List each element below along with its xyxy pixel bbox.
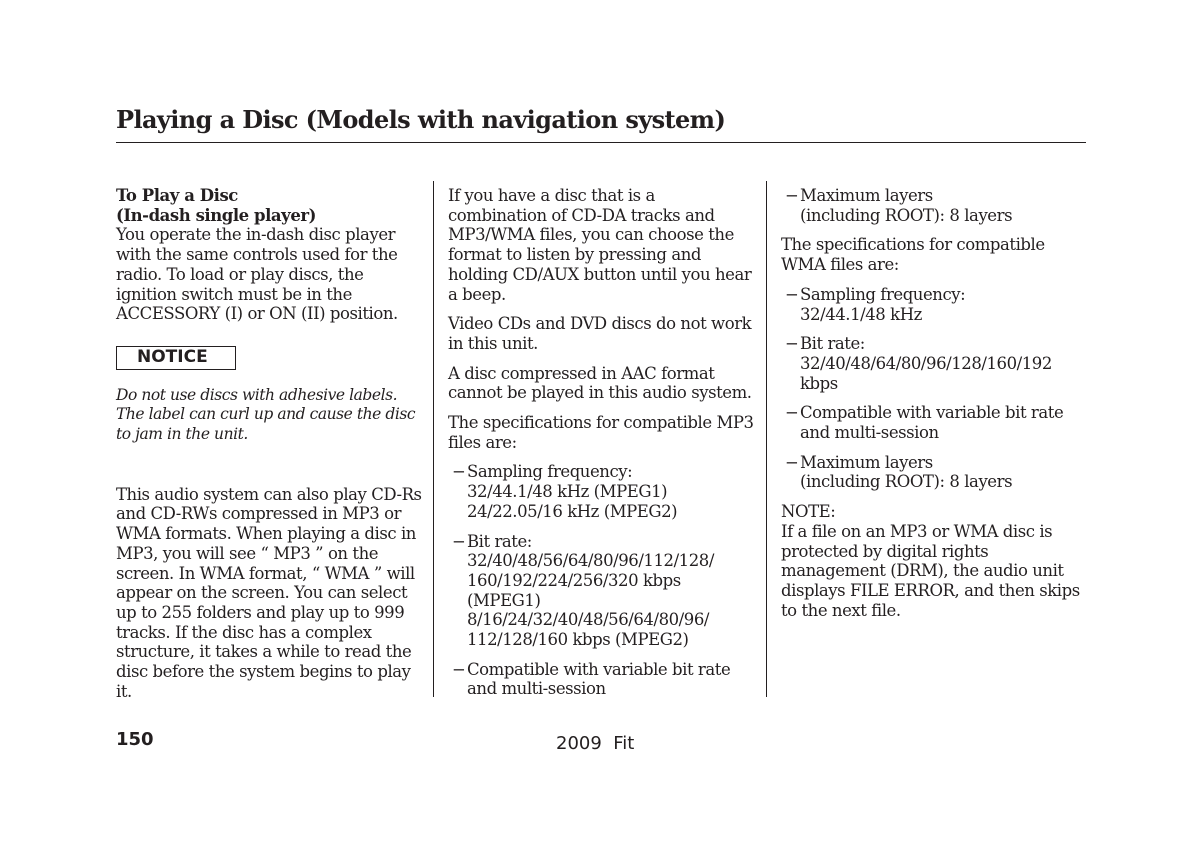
dash-bullet: − bbox=[452, 462, 466, 482]
paragraph-video-cd: Video CDs and DVD discs do not work in this unit. bbox=[448, 314, 752, 353]
column-1 bbox=[116, 186, 426, 701]
column-3 bbox=[781, 186, 1086, 620]
notice-label: NOTICE bbox=[116, 346, 236, 370]
list-item-line: (including ROOT): 8 layers bbox=[800, 205, 1013, 225]
dash-bullet: − bbox=[785, 452, 799, 472]
list-item bbox=[781, 186, 1086, 225]
dash-bullet: − bbox=[785, 284, 799, 304]
list-item-line: Bit rate: bbox=[800, 334, 865, 354]
list-item-line: Maximum layers bbox=[800, 186, 933, 205]
list-item-label: Bit rate: bbox=[467, 531, 532, 551]
column-divider-1 bbox=[433, 181, 434, 697]
list-item-line: Maximum layers bbox=[800, 452, 933, 472]
list-item bbox=[448, 532, 758, 650]
paragraph-mixed-disc: If you have a disc that is a combination of CD-DA tracks and MP3/WMA files, you can choose the format to listen by pressing and holding CD/AUX button until you hear a beep. bbox=[448, 186, 752, 304]
list-item-text: Compatible with variable bit rate and multi-session bbox=[467, 659, 731, 699]
list-item-text: Compatible with variable bit rate and multi-session bbox=[800, 403, 1064, 443]
section-heading: To Play a Disc bbox=[116, 186, 238, 205]
list-item bbox=[448, 462, 758, 521]
list-item bbox=[781, 334, 1086, 393]
list-item-label: Sampling frequency: bbox=[467, 462, 633, 482]
footer-model: 2009 Fit bbox=[556, 733, 635, 754]
mp3-paragraph: This audio system can also play CD-Rs and CD-RWs compressed in MP3 or WMA formats. When playing a disc in MP3, you will see “ MP3 ” on the screen. In WMA format, “ WMA ” will appear on the screen. You can select up to 255 folders and play up to 999 tracks. If the disc has a complex structure, it takes a while to read the disc before the system begins to play it. bbox=[116, 484, 422, 701]
paragraph-aac: A disc compressed in AAC format cannot be played in this audio system. bbox=[448, 363, 752, 403]
dash-bullet: − bbox=[785, 334, 799, 354]
title-rule bbox=[116, 142, 1086, 143]
page-title: Playing a Disc (Models with navigation system) bbox=[116, 105, 726, 134]
list-item bbox=[781, 403, 1086, 442]
list-item-line: 32/44.1/48 kHz bbox=[800, 304, 922, 324]
section-subheading: (In-dash single player) bbox=[116, 205, 316, 225]
note-label: NOTE: bbox=[781, 502, 836, 522]
list-item-line: 112/128/160 kbps (MPEG2) bbox=[467, 630, 689, 650]
paragraph-mp3-spec-intro: The specifications for compatible MP3 files are: bbox=[448, 413, 754, 452]
dash-bullet: − bbox=[785, 186, 799, 205]
list-item bbox=[448, 660, 758, 699]
dash-bullet: − bbox=[785, 403, 799, 423]
intro-paragraph: You operate the in-dash disc player with the same controls used for the radio. To load or play discs, the ignition switch must be in the ACCESSORY (I) or ON (II) position. bbox=[116, 225, 398, 324]
list-item-line: 8/16/24/32/40/48/56/64/80/96/ bbox=[467, 610, 709, 630]
list-item-line: kbps bbox=[800, 373, 838, 393]
list-item-line: 32/40/48/64/80/96/128/160/192 bbox=[800, 353, 1052, 373]
column-divider-2 bbox=[766, 181, 767, 697]
dash-bullet: − bbox=[452, 659, 466, 679]
list-item-line: 24/22.05/16 kHz (MPEG2) bbox=[467, 501, 678, 521]
list-item-line: 32/44.1/48 kHz (MPEG1) bbox=[467, 482, 668, 502]
list-item bbox=[781, 285, 1086, 324]
dash-bullet: − bbox=[452, 531, 466, 551]
column-2 bbox=[448, 186, 758, 709]
list-item-line: 160/192/224/256/320 kbps bbox=[467, 570, 681, 590]
list-item-line: (including ROOT): 8 layers bbox=[800, 472, 1013, 492]
notice-text: Do not use discs with adhesive labels. The label can curl up and cause the disc to jam in the unit. bbox=[116, 385, 416, 444]
list-item-line: Sampling frequency: bbox=[800, 284, 966, 304]
note-text: If a file on an MP3 or WMA disc is protected by digital rights management (DRM), the audio unit displays FILE ERROR, and then skips to the next file. bbox=[781, 521, 1080, 620]
list-item-line: 32/40/48/56/64/80/96/112/128/ bbox=[467, 551, 714, 571]
page-number: 150 bbox=[116, 729, 154, 750]
list-item-line: (MPEG1) bbox=[467, 590, 541, 610]
list-item bbox=[781, 453, 1086, 492]
paragraph-wma-spec-intro: The specifications for compatible WMA files are: bbox=[781, 235, 1045, 275]
